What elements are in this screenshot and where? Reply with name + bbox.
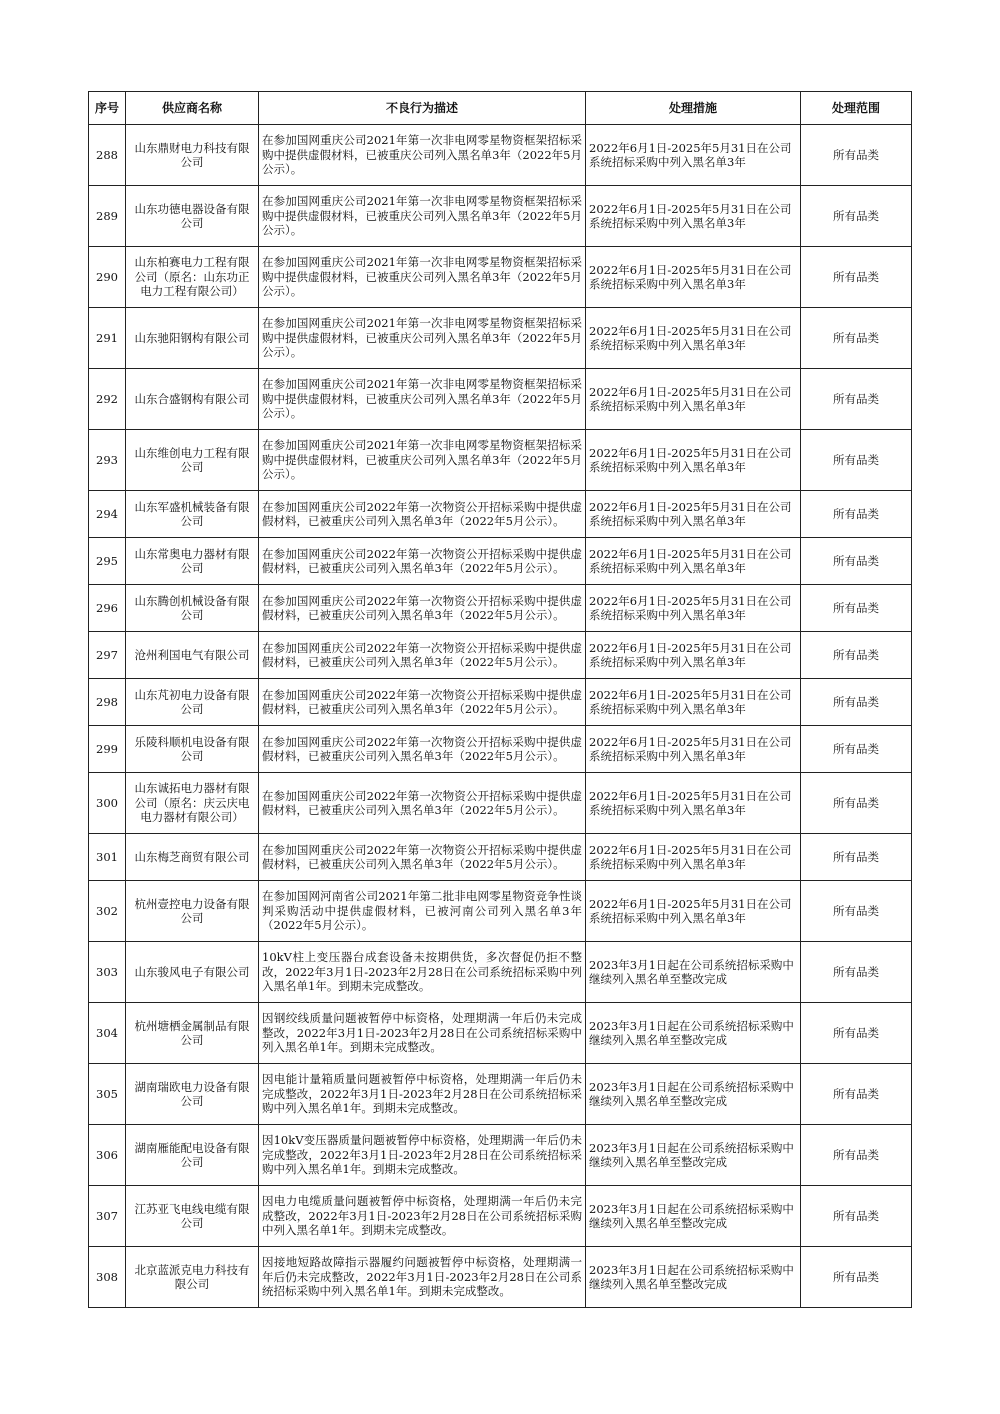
cell-no: 291 xyxy=(89,308,126,369)
cell-description: 在参加国网重庆公司2022年第一次物资公开招标采购中提供虚假材料，已被重庆公司列入黑名单3年（2022年5月公示）。 xyxy=(259,491,586,538)
table-row xyxy=(89,430,912,491)
cell-scope: 所有品类 xyxy=(801,834,912,881)
table-row xyxy=(89,369,912,430)
cell-scope: 所有品类 xyxy=(801,679,912,726)
cell-description: 在参加国网重庆公司2021年第一次非电网零星物资框架招标采购中提供虚假材料，已被重庆公司列入黑名单3年（2022年5月公示）。 xyxy=(259,125,586,186)
table-row xyxy=(89,942,912,1003)
cell-description: 在参加国网河南省公司2021年第二批非电网零星物资竞争性谈判采购活动中提供虚假材料，已被河南公司列入黑名单3年（2022年5月公示）。 xyxy=(259,881,586,942)
cell-supplier: 山东柏赛电力工程有限公司（原名：山东功正电力工程有限公司） xyxy=(126,247,259,308)
cell-description: 10kV柱上变压器台成套设备未按期供货，多次督促仍拒不整改，2022年3月1日-2023年2月28日在公司系统招标采购中列入黑名单1年。到期未完成整改。 xyxy=(259,942,586,1003)
cell-description: 在参加国网重庆公司2022年第一次物资公开招标采购中提供虚假材料，已被重庆公司列入黑名单3年（2022年5月公示）。 xyxy=(259,585,586,632)
table-row xyxy=(89,538,912,585)
cell-measure: 2022年6月1日-2025年5月31日在公司系统招标采购中列入黑名单3年 xyxy=(586,491,801,538)
cell-supplier: 沧州利国电气有限公司 xyxy=(126,632,259,679)
cell-no: 297 xyxy=(89,632,126,679)
cell-no: 300 xyxy=(89,773,126,834)
cell-measure: 2023年3月1日起在公司系统招标采购中继续列入黑名单至整改完成 xyxy=(586,1003,801,1064)
table-row xyxy=(89,726,912,773)
cell-scope: 所有品类 xyxy=(801,308,912,369)
cell-supplier: 江苏亚飞电线电缆有限公司 xyxy=(126,1186,259,1247)
cell-supplier: 山东军盛机械装备有限公司 xyxy=(126,491,259,538)
cell-no: 305 xyxy=(89,1064,126,1125)
header-description: 不良行为描述 xyxy=(259,92,586,125)
cell-supplier: 山东诚拓电力器材有限公司（原名：庆云庆电电力器材有限公司） xyxy=(126,773,259,834)
header-no: 序号 xyxy=(89,92,126,125)
cell-scope: 所有品类 xyxy=(801,881,912,942)
cell-no: 304 xyxy=(89,1003,126,1064)
cell-supplier: 山东功德电器设备有限公司 xyxy=(126,186,259,247)
cell-no: 307 xyxy=(89,1186,126,1247)
table-row xyxy=(89,1003,912,1064)
cell-description: 因电力电缆质量问题被暂停中标资格，处理期满一年后仍未完成整改，2022年3月1日-2023年2月28日在公司系统招标采购中列入黑名单1年。到期未完成整改。 xyxy=(259,1186,586,1247)
cell-measure: 2023年3月1日起在公司系统招标采购中继续列入黑名单至整改完成 xyxy=(586,1247,801,1308)
cell-description: 在参加国网重庆公司2022年第一次物资公开招标采购中提供虚假材料，已被重庆公司列入黑名单3年（2022年5月公示）。 xyxy=(259,632,586,679)
cell-supplier: 湖南瑞欧电力设备有限公司 xyxy=(126,1064,259,1125)
cell-measure: 2022年6月1日-2025年5月31日在公司系统招标采购中列入黑名单3年 xyxy=(586,125,801,186)
cell-scope: 所有品类 xyxy=(801,1125,912,1186)
cell-measure: 2022年6月1日-2025年5月31日在公司系统招标采购中列入黑名单3年 xyxy=(586,308,801,369)
cell-scope: 所有品类 xyxy=(801,186,912,247)
cell-no: 294 xyxy=(89,491,126,538)
cell-description: 因钢绞线质量问题被暂停中标资格，处理期满一年后仍未完成整改，2022年3月1日-2023年2月28日在公司系统招标采购中列入黑名单1年。到期未完成整改。 xyxy=(259,1003,586,1064)
cell-supplier: 山东腾创机械设备有限公司 xyxy=(126,585,259,632)
cell-description: 因10kV变压器质量问题被暂停中标资格，处理期满一年后仍未完成整改，2022年3月1日-2023年2月28日在公司系统招标采购中列入黑名单1年。到期未完成整改。 xyxy=(259,1125,586,1186)
cell-supplier: 山东梅芝商贸有限公司 xyxy=(126,834,259,881)
cell-supplier: 山东芃初电力设备有限公司 xyxy=(126,679,259,726)
cell-no: 296 xyxy=(89,585,126,632)
cell-scope: 所有品类 xyxy=(801,369,912,430)
header-measure: 处理措施 xyxy=(586,92,801,125)
cell-measure: 2023年3月1日起在公司系统招标采购中继续列入黑名单至整改完成 xyxy=(586,942,801,1003)
cell-scope: 所有品类 xyxy=(801,1247,912,1308)
cell-scope: 所有品类 xyxy=(801,247,912,308)
table-row xyxy=(89,1064,912,1125)
cell-measure: 2022年6月1日-2025年5月31日在公司系统招标采购中列入黑名单3年 xyxy=(586,430,801,491)
cell-scope: 所有品类 xyxy=(801,1064,912,1125)
cell-scope: 所有品类 xyxy=(801,585,912,632)
cell-scope: 所有品类 xyxy=(801,491,912,538)
cell-scope: 所有品类 xyxy=(801,125,912,186)
table-row xyxy=(89,1247,912,1308)
table-row xyxy=(89,186,912,247)
table-row xyxy=(89,1125,912,1186)
table-row xyxy=(89,308,912,369)
cell-supplier: 北京蓝派克电力科技有限公司 xyxy=(126,1247,259,1308)
table-row xyxy=(89,632,912,679)
cell-no: 299 xyxy=(89,726,126,773)
header-supplier: 供应商名称 xyxy=(126,92,259,125)
cell-no: 308 xyxy=(89,1247,126,1308)
cell-no: 292 xyxy=(89,369,126,430)
cell-description: 在参加国网重庆公司2021年第一次非电网零星物资框架招标采购中提供虚假材料，已被重庆公司列入黑名单3年（2022年5月公示）。 xyxy=(259,247,586,308)
cell-scope: 所有品类 xyxy=(801,726,912,773)
table-header xyxy=(89,92,912,125)
cell-no: 288 xyxy=(89,125,126,186)
table-row xyxy=(89,247,912,308)
table-row xyxy=(89,1186,912,1247)
cell-measure: 2022年6月1日-2025年5月31日在公司系统招标采购中列入黑名单3年 xyxy=(586,881,801,942)
cell-description: 在参加国网重庆公司2022年第一次物资公开招标采购中提供虚假材料，已被重庆公司列入黑名单3年（2022年5月公示）。 xyxy=(259,679,586,726)
cell-supplier: 山东常奥电力器材有限公司 xyxy=(126,538,259,585)
table-row xyxy=(89,679,912,726)
cell-scope: 所有品类 xyxy=(801,1186,912,1247)
cell-scope: 所有品类 xyxy=(801,430,912,491)
cell-scope: 所有品类 xyxy=(801,538,912,585)
cell-measure: 2022年6月1日-2025年5月31日在公司系统招标采购中列入黑名单3年 xyxy=(586,632,801,679)
cell-no: 302 xyxy=(89,881,126,942)
cell-supplier: 山东合盛钢构有限公司 xyxy=(126,369,259,430)
cell-measure: 2023年3月1日起在公司系统招标采购中继续列入黑名单至整改完成 xyxy=(586,1125,801,1186)
cell-scope: 所有品类 xyxy=(801,632,912,679)
cell-supplier: 杭州塘栖金属制品有限公司 xyxy=(126,1003,259,1064)
cell-scope: 所有品类 xyxy=(801,773,912,834)
cell-description: 在参加国网重庆公司2021年第一次非电网零星物资框架招标采购中提供虚假材料，已被重庆公司列入黑名单3年（2022年5月公示）。 xyxy=(259,186,586,247)
cell-measure: 2022年6月1日-2025年5月31日在公司系统招标采购中列入黑名单3年 xyxy=(586,247,801,308)
table-body xyxy=(89,125,912,1308)
cell-no: 295 xyxy=(89,538,126,585)
cell-description: 在参加国网重庆公司2022年第一次物资公开招标采购中提供虚假材料，已被重庆公司列入黑名单3年（2022年5月公示）。 xyxy=(259,834,586,881)
table-row xyxy=(89,125,912,186)
cell-measure: 2022年6月1日-2025年5月31日在公司系统招标采购中列入黑名单3年 xyxy=(586,726,801,773)
header-scope: 处理范围 xyxy=(801,92,912,125)
cell-scope: 所有品类 xyxy=(801,1003,912,1064)
cell-supplier: 杭州壹控电力设备有限公司 xyxy=(126,881,259,942)
cell-description: 在参加国网重庆公司2021年第一次非电网零星物资框架招标采购中提供虚假材料，已被重庆公司列入黑名单3年（2022年5月公示）。 xyxy=(259,369,586,430)
table-row xyxy=(89,773,912,834)
cell-measure: 2022年6月1日-2025年5月31日在公司系统招标采购中列入黑名单3年 xyxy=(586,834,801,881)
cell-measure: 2022年6月1日-2025年5月31日在公司系统招标采购中列入黑名单3年 xyxy=(586,186,801,247)
cell-description: 在参加国网重庆公司2022年第一次物资公开招标采购中提供虚假材料，已被重庆公司列入黑名单3年（2022年5月公示）。 xyxy=(259,726,586,773)
cell-description: 因电能计量箱质量问题被暂停中标资格，处理期满一年后仍未完成整改，2022年3月1日-2023年2月28日在公司系统招标采购中列入黑名单1年。到期未完成整改。 xyxy=(259,1064,586,1125)
cell-measure: 2023年3月1日起在公司系统招标采购中继续列入黑名单至整改完成 xyxy=(586,1186,801,1247)
cell-scope: 所有品类 xyxy=(801,942,912,1003)
cell-measure: 2022年6月1日-2025年5月31日在公司系统招标采购中列入黑名单3年 xyxy=(586,679,801,726)
cell-measure: 2022年6月1日-2025年5月31日在公司系统招标采购中列入黑名单3年 xyxy=(586,773,801,834)
cell-supplier: 山东维创电力工程有限公司 xyxy=(126,430,259,491)
cell-no: 293 xyxy=(89,430,126,491)
cell-description: 在参加国网重庆公司2021年第一次非电网零星物资框架招标采购中提供虚假材料，已被重庆公司列入黑名单3年（2022年5月公示）。 xyxy=(259,430,586,491)
cell-description: 在参加国网重庆公司2022年第一次物资公开招标采购中提供虚假材料，已被重庆公司列入黑名单3年（2022年5月公示）。 xyxy=(259,773,586,834)
cell-measure: 2022年6月1日-2025年5月31日在公司系统招标采购中列入黑名单3年 xyxy=(586,538,801,585)
cell-no: 306 xyxy=(89,1125,126,1186)
cell-description: 在参加国网重庆公司2021年第一次非电网零星物资框架招标采购中提供虚假材料，已被重庆公司列入黑名单3年（2022年5月公示）。 xyxy=(259,308,586,369)
cell-description: 在参加国网重庆公司2022年第一次物资公开招标采购中提供虚假材料，已被重庆公司列入黑名单3年（2022年5月公示）。 xyxy=(259,538,586,585)
cell-no: 290 xyxy=(89,247,126,308)
cell-no: 301 xyxy=(89,834,126,881)
cell-supplier: 山东骏风电子有限公司 xyxy=(126,942,259,1003)
cell-description: 因接地短路故障指示器履约问题被暂停中标资格，处理期满一年后仍未完成整改，2022年3月1日-2023年2月28日在公司系统招标采购中列入黑名单1年。到期未完成整改。 xyxy=(259,1247,586,1308)
cell-supplier: 山东鼎财电力科技有限公司 xyxy=(126,125,259,186)
table-row xyxy=(89,585,912,632)
cell-no: 289 xyxy=(89,186,126,247)
cell-supplier: 乐陵科顺机电设备有限公司 xyxy=(126,726,259,773)
blacklist-table xyxy=(88,91,912,1308)
cell-measure: 2022年6月1日-2025年5月31日在公司系统招标采购中列入黑名单3年 xyxy=(586,369,801,430)
table-row xyxy=(89,881,912,942)
table-row xyxy=(89,834,912,881)
cell-supplier: 湖南雁能配电设备有限公司 xyxy=(126,1125,259,1186)
cell-no: 303 xyxy=(89,942,126,1003)
cell-supplier: 山东驰阳钢构有限公司 xyxy=(126,308,259,369)
cell-measure: 2022年6月1日-2025年5月31日在公司系统招标采购中列入黑名单3年 xyxy=(586,585,801,632)
cell-no: 298 xyxy=(89,679,126,726)
table-row xyxy=(89,491,912,538)
cell-measure: 2023年3月1日起在公司系统招标采购中继续列入黑名单至整改完成 xyxy=(586,1064,801,1125)
